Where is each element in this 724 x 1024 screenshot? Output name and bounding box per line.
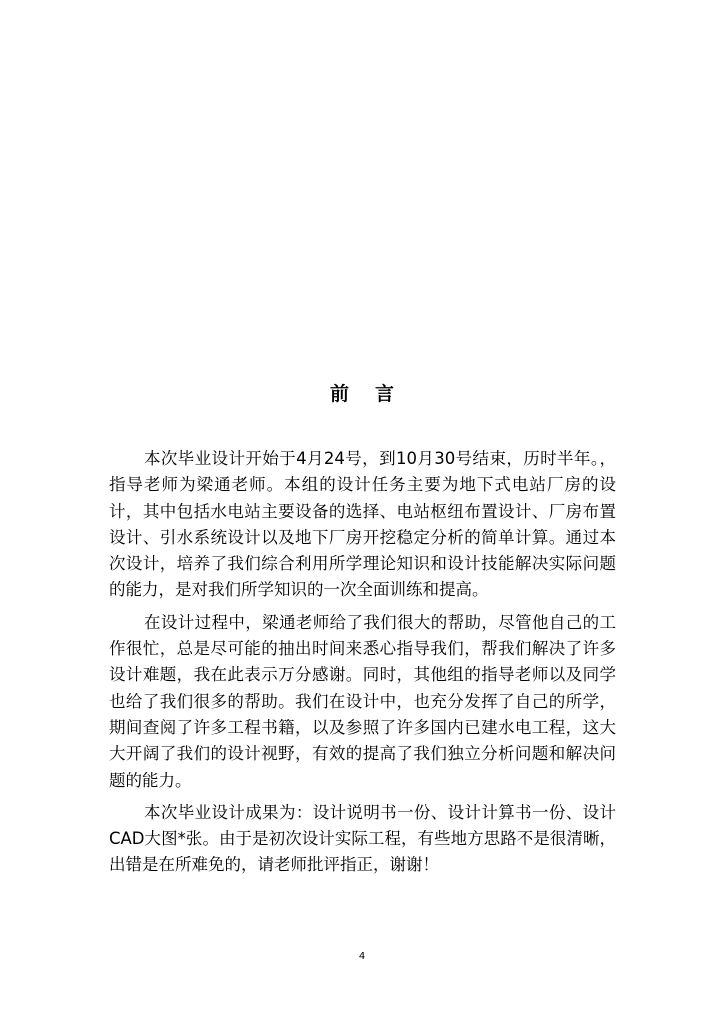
paragraph-2: 在设计过程中，梁通老师给了我们很大的帮助，尽管他自己的工作很忙，总是尽可能的抽出时间来悉心指导我们，帮我们解决了许多设计难题，我在此表示万分感谢。同时，其他组的指导老师以及同学也给了我们很多的帮助。我们在设计中，也充分发挥了自己的所学，期间查阅了许多工程书籍，以及参照了许多国内已建水电工程，这大大开阔了我们的设计视野，有效的提高了我们独立分析问题和解决问题的能力。 xyxy=(109,612,616,790)
paragraph-3: 本次毕业设计成果为：设计说明书一份、设计计算书一份、设计CAD大图*张。由于是初次设计实际工程，有些地方思路不是很清晰，出错是在所难免的，请老师批评指正，谢谢！ xyxy=(109,802,616,875)
page-title: 前言 xyxy=(329,383,420,405)
page-number: 4 xyxy=(358,951,366,962)
paragraph-1: 本次毕业设计开始于4月24号，到10月30号结束，历时半年。，指导老师为梁通老师。本组的设计任务主要为地下式电站厂房的设计，其中包括水电站主要设备的选择、电站枢纽布置设计、厂房布置设计、引水系统设计以及地下厂房开挖稳定分析的简单计算。通过本次设计，培养了我们综合利用所学理论知识和设计技能解决实际问题的能力，是对我们所学知识的一次全面训练和提高。 xyxy=(109,449,616,600)
preface-body xyxy=(109,446,616,885)
